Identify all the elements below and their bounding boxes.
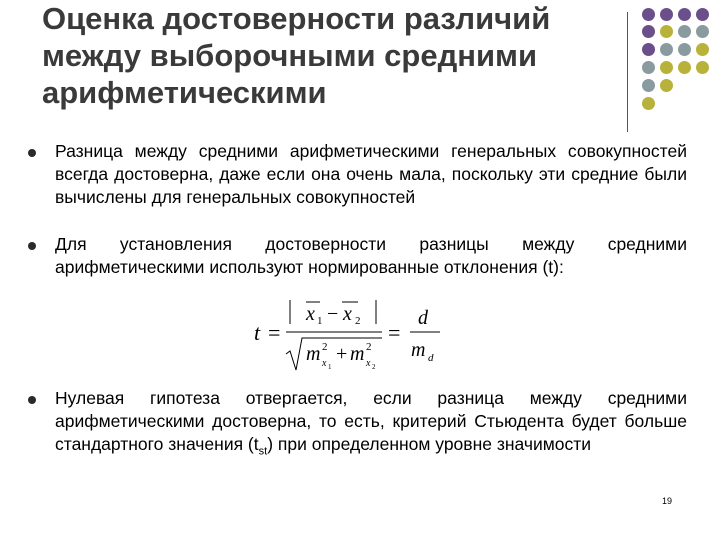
- formula-m1: m: [306, 343, 321, 365]
- formula-minus: −: [327, 303, 339, 325]
- formula-plus: +: [336, 343, 348, 365]
- formula-eq-2: =: [388, 320, 401, 345]
- decor-dot: [642, 8, 655, 21]
- formula-d: d: [418, 307, 428, 329]
- formula-m2: m: [350, 343, 365, 365]
- decor-dot: [696, 43, 709, 56]
- title-line-2: между выборочными средними: [42, 38, 538, 73]
- formula-m1-sq: 2: [322, 341, 328, 353]
- bullet-marker: [28, 149, 36, 157]
- bullet-text-1: Разница между средними арифметическими генеральных совокупностей всегда достоверна, даже если она очень мала, поскольку эти средние были вычислены для генеральных совокупностей: [55, 141, 687, 207]
- decor-dot: [660, 8, 673, 21]
- decor-dot: [660, 79, 673, 92]
- decor-dot: [660, 25, 673, 38]
- formula-x2-sub: 2: [355, 315, 361, 327]
- formula-m2-sub-x: x: [366, 358, 371, 369]
- bullet-text-2: Для установления достоверности разницы между средними арифметическими используют нормированные отклонения (t):: [55, 234, 687, 277]
- formula-m2-sub-2: 2: [372, 363, 376, 371]
- t-criterion-formula: [248, 296, 448, 376]
- formula-m2-sq: 2: [366, 341, 372, 353]
- formula-x2: x: [343, 303, 352, 325]
- decor-dot: [696, 61, 709, 74]
- decor-dot: [642, 25, 655, 38]
- formula-t: t: [254, 320, 261, 345]
- decor-dot: [696, 8, 709, 21]
- page-number: 19: [662, 496, 673, 506]
- decor-dot: [642, 43, 655, 56]
- formula-md: m: [411, 339, 426, 361]
- decor-dot: [678, 61, 691, 74]
- bullet-text-3: [55, 387, 687, 464]
- decor-dot: [660, 61, 673, 74]
- formula-eq-1: =: [268, 320, 281, 345]
- title-line-1: Оценка достоверности различий: [42, 1, 551, 36]
- decor-dot: [642, 97, 655, 110]
- bullet-marker: [28, 242, 36, 250]
- formula-x1: x: [306, 303, 315, 325]
- title-line-3: арифметическими: [42, 75, 327, 110]
- decor-dot: [660, 43, 673, 56]
- bullet-3-end: ) при определенном уровне значимости: [267, 434, 592, 454]
- title-divider: [627, 12, 628, 132]
- decor-dot: [678, 43, 691, 56]
- bullet-3-main: Нулевая гипотеза отвергается, если разница между средними арифметическими достоверна, то есть, критерий Стьюдента будет больше стандартного значения (t: [55, 388, 687, 454]
- decor-dot: [642, 61, 655, 74]
- formula-md-sub: d: [428, 352, 434, 364]
- formula-x1-sub: 1: [317, 315, 323, 327]
- decor-dot: [678, 8, 691, 21]
- bullet-marker: [28, 396, 36, 404]
- slide-title: [42, 0, 622, 111]
- decor-dot: [696, 25, 709, 38]
- formula-m1-sub-x: x: [322, 358, 327, 369]
- formula-m1-sub-1: 1: [328, 363, 332, 371]
- decor-dot: [642, 79, 655, 92]
- tst-subscript: st: [258, 445, 268, 458]
- decor-dot: [678, 25, 691, 38]
